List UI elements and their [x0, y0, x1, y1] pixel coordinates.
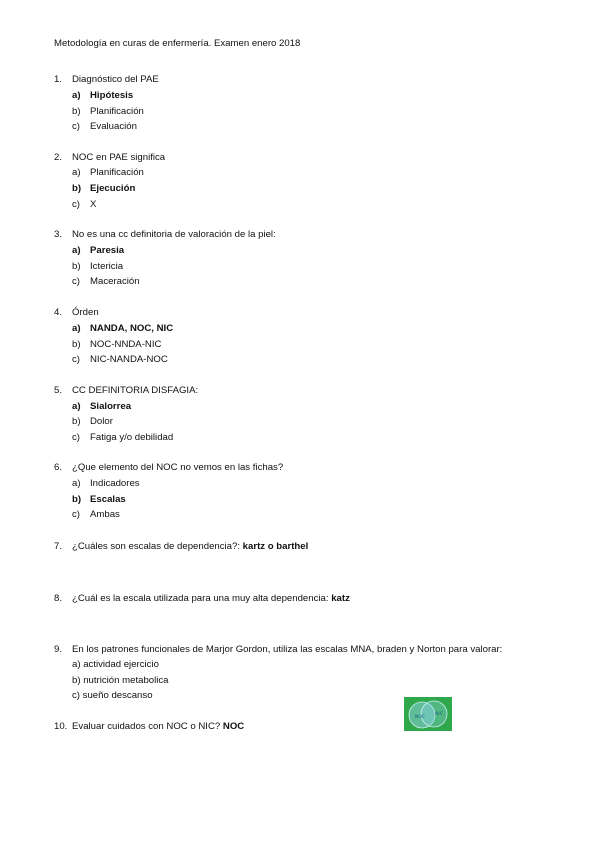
- question-text: NOC en PAE significa: [72, 152, 166, 163]
- option-text: Escalas: [90, 494, 126, 505]
- option-letter: b): [72, 339, 81, 350]
- question-number: 3.: [54, 229, 63, 240]
- question-text: No es una cc definitoria de valoración de la piel:: [72, 229, 276, 240]
- option-b: [72, 106, 144, 117]
- question-text: [72, 593, 350, 604]
- question-number: 5.: [54, 385, 63, 396]
- question-number: 7.: [54, 541, 63, 552]
- option-text: NANDA, NOC, NIC: [90, 323, 174, 334]
- option-line-c: c) sueño descanso: [72, 690, 153, 701]
- option-letter: c): [72, 199, 80, 210]
- page-title: Metodología en curas de enfermería. Examen enero 2018: [54, 38, 301, 49]
- question-text: Diagnóstico del PAE: [72, 74, 159, 85]
- option-text: Dolor: [90, 416, 113, 427]
- option-letter: a): [72, 323, 81, 334]
- option-text: X: [90, 199, 97, 210]
- option-c: [72, 276, 140, 287]
- option-c: [72, 354, 168, 365]
- option-text: Planificación: [90, 167, 144, 178]
- question-number: 1.: [54, 74, 63, 85]
- option-b: [72, 494, 126, 505]
- option-text: Sialorrea: [90, 401, 132, 412]
- venn-icon: [404, 697, 452, 731]
- option-text: Paresia: [90, 245, 125, 256]
- question-number: 4.: [54, 307, 63, 318]
- venn-right-label: NIC: [435, 712, 443, 717]
- option-letter: a): [72, 245, 81, 256]
- option-c: [72, 432, 173, 443]
- option-text: Ambas: [90, 509, 120, 520]
- option-letter: b): [72, 416, 81, 427]
- option-b: [72, 261, 123, 272]
- option-letter: a): [72, 90, 81, 101]
- option-letter: a): [72, 401, 81, 412]
- option-letter: b): [72, 261, 81, 272]
- question-number: 10.: [54, 721, 68, 732]
- question-text: ¿Que elemento del NOC no vemos en las fichas?: [72, 462, 284, 473]
- answer-text: NOC: [222, 721, 245, 732]
- option-line-a: a) actividad ejercicio: [72, 659, 159, 670]
- option-text: Ejecución: [90, 183, 136, 194]
- option-letter: b): [72, 106, 81, 117]
- option-line-b: b) nutrición metabolica: [72, 675, 169, 686]
- option-letter: c): [72, 121, 80, 132]
- option-letter: a): [72, 478, 81, 489]
- venn-diagram-image: [404, 697, 452, 731]
- question-text-content: ¿Cuál es la escala utilizada para una muy alta dependencia:: [72, 593, 332, 604]
- option-text: Planificación: [90, 106, 144, 117]
- option-a: [72, 167, 144, 178]
- option-text: NOC-NNDA-NIC: [90, 339, 162, 350]
- question-number: 9.: [54, 644, 63, 655]
- question-text: En los patrones funcionales de Marjor Gordon, utiliza las escalas MNA, braden y Norton para valorar:: [72, 644, 503, 655]
- option-b: [72, 416, 113, 427]
- option-a: [72, 245, 124, 256]
- option-c: [72, 199, 96, 210]
- option-b: [72, 339, 161, 350]
- question-text: Órden: [72, 307, 99, 318]
- option-text: Evaluación: [90, 121, 137, 132]
- option-text: Hipótesis: [90, 90, 134, 101]
- option-letter: c): [72, 509, 80, 520]
- question-text-content: Evaluar cuidados con NOC o NIC?: [72, 721, 223, 732]
- question-text: [72, 541, 308, 552]
- question-number: 6.: [54, 462, 63, 473]
- venn-circle-right: [421, 701, 447, 727]
- answer-text: kartz o barthel: [242, 541, 309, 552]
- option-text: Maceración: [90, 276, 140, 287]
- option-letter: c): [72, 354, 80, 365]
- option-text: Ictericia: [90, 261, 124, 272]
- venn-left-label: NOC: [415, 715, 426, 720]
- question-text-content: ¿Cuáles son escalas de dependencia?:: [72, 541, 243, 552]
- option-c: [72, 121, 137, 132]
- option-letter: b): [72, 494, 82, 505]
- option-b: [72, 183, 135, 194]
- option-letter: c): [72, 432, 80, 443]
- option-c: [72, 509, 120, 520]
- option-a: [72, 323, 173, 334]
- option-text: Indicadores: [90, 478, 140, 489]
- option-a: [72, 401, 131, 412]
- option-letter: a): [72, 167, 81, 178]
- option-text: Fatiga y/o debilidad: [90, 432, 174, 443]
- answer-text: katz: [331, 593, 350, 604]
- question-number: 8.: [54, 593, 63, 604]
- question-text: [72, 721, 244, 732]
- question-number: 2.: [54, 152, 63, 163]
- option-a: [72, 90, 133, 101]
- option-text: NIC-NANDA-NOC: [90, 354, 168, 365]
- option-a: [72, 478, 140, 489]
- option-letter: b): [72, 183, 82, 194]
- option-letter: c): [72, 276, 80, 287]
- question-text: CC DEFINITORIA DISFAGIA:: [72, 385, 199, 396]
